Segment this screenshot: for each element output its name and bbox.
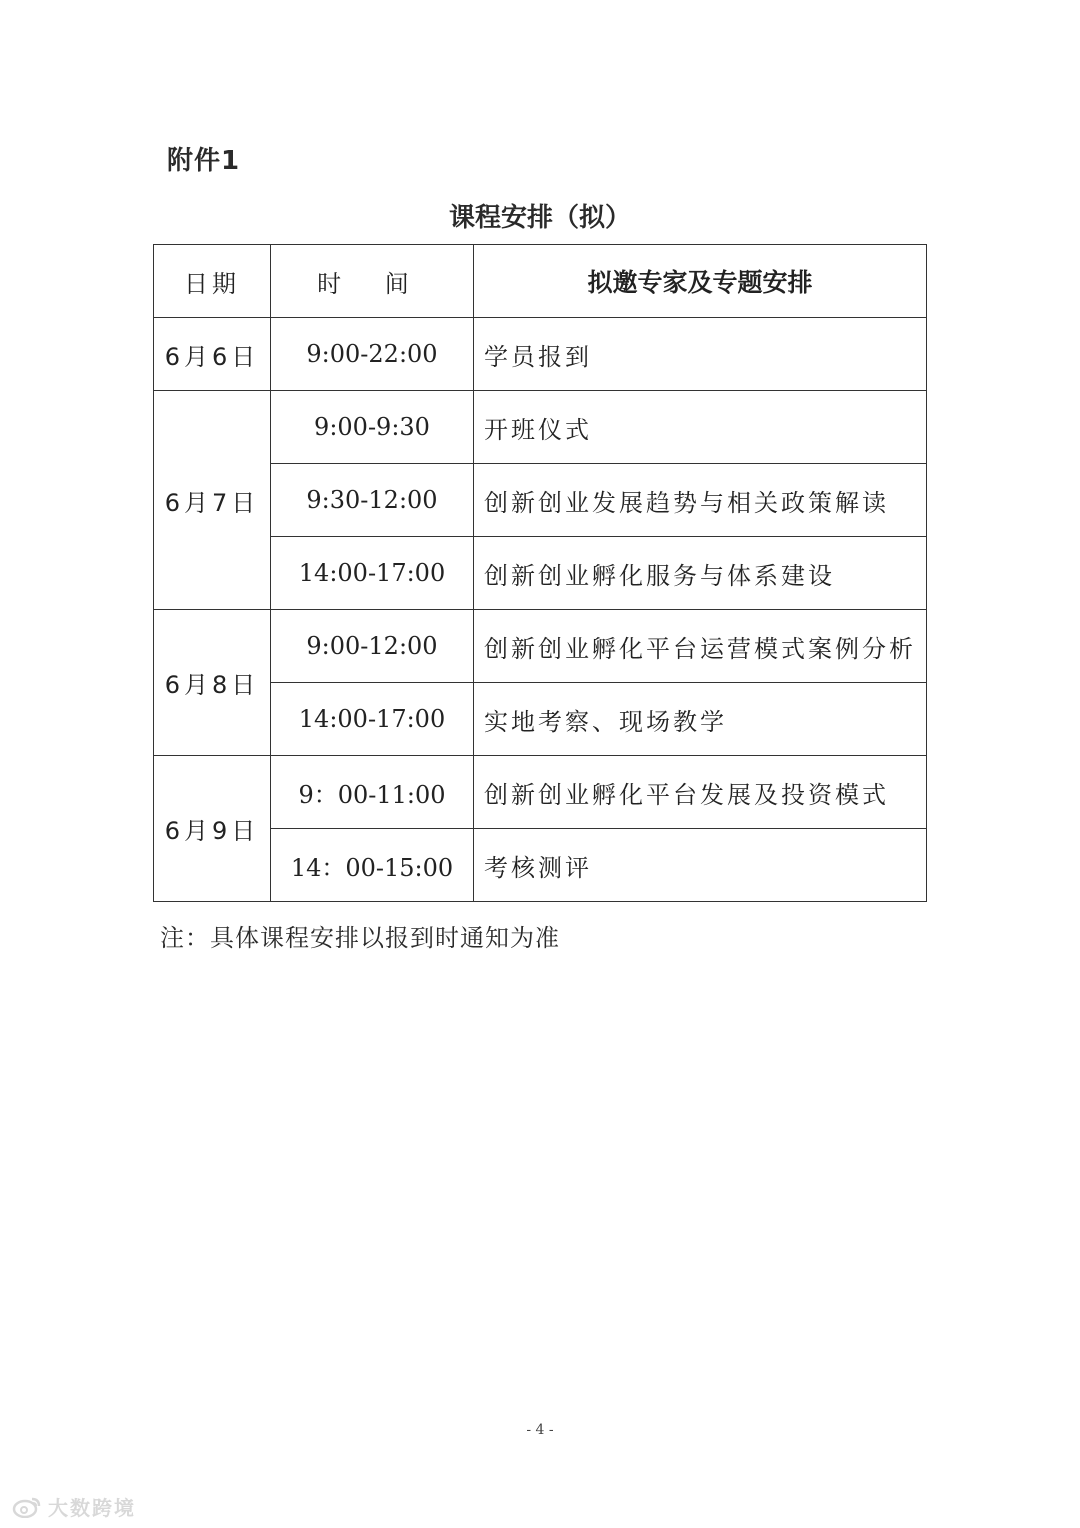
date-cell: 6月8日 (154, 610, 271, 756)
table-row (154, 756, 927, 829)
time-cell: 9:00-12:00 (271, 610, 474, 683)
time-cell: 9：00-11:00 (271, 756, 474, 829)
table-row (154, 610, 927, 683)
schedule-table (153, 244, 927, 902)
topic-cell: 创新创业孵化平台发展及投资模式 (474, 756, 927, 829)
date-cell: 6月6日 (154, 318, 271, 391)
header-topic: 拟邀专家及专题安排 (474, 245, 927, 318)
header-time: 时 间 (271, 245, 474, 318)
topic-cell: 实地考察、现场教学 (474, 683, 927, 756)
time-cell: 9:00-22:00 (271, 318, 474, 391)
footnote: 注：具体课程安排以报到时通知为准 (160, 924, 560, 952)
time-cell: 14:00-17:00 (271, 683, 474, 756)
watermark (12, 1492, 136, 1521)
time-cell: 14:00-17:00 (271, 537, 474, 610)
table-row (154, 318, 927, 391)
topic-cell: 考核测评 (474, 829, 927, 902)
topic-cell: 开班仪式 (474, 391, 927, 464)
time-cell: 9:30-12:00 (271, 464, 474, 537)
weibo-logo-icon (12, 1496, 42, 1518)
time-cell: 14：00-15:00 (271, 829, 474, 902)
topic-cell: 创新创业发展趋势与相关政策解读 (474, 464, 927, 537)
table-row (154, 391, 927, 464)
topic-cell: 学员报到 (474, 318, 927, 391)
topic-cell: 创新创业孵化服务与体系建设 (474, 537, 927, 610)
table-header-row (154, 245, 927, 318)
attachment-label: 附件1 (167, 146, 241, 176)
date-cell: 6月7日 (154, 391, 271, 610)
topic-cell: 创新创业孵化平台运营模式案例分析 (474, 610, 927, 683)
watermark-text: 大数跨境 (48, 1496, 136, 1520)
page-number: - 4 - (526, 1422, 554, 1438)
time-cell: 9:00-9:30 (271, 391, 474, 464)
date-cell: 6月9日 (154, 756, 271, 902)
header-date: 日期 (154, 245, 271, 318)
document-title: 课程安排（拟） (448, 203, 631, 233)
